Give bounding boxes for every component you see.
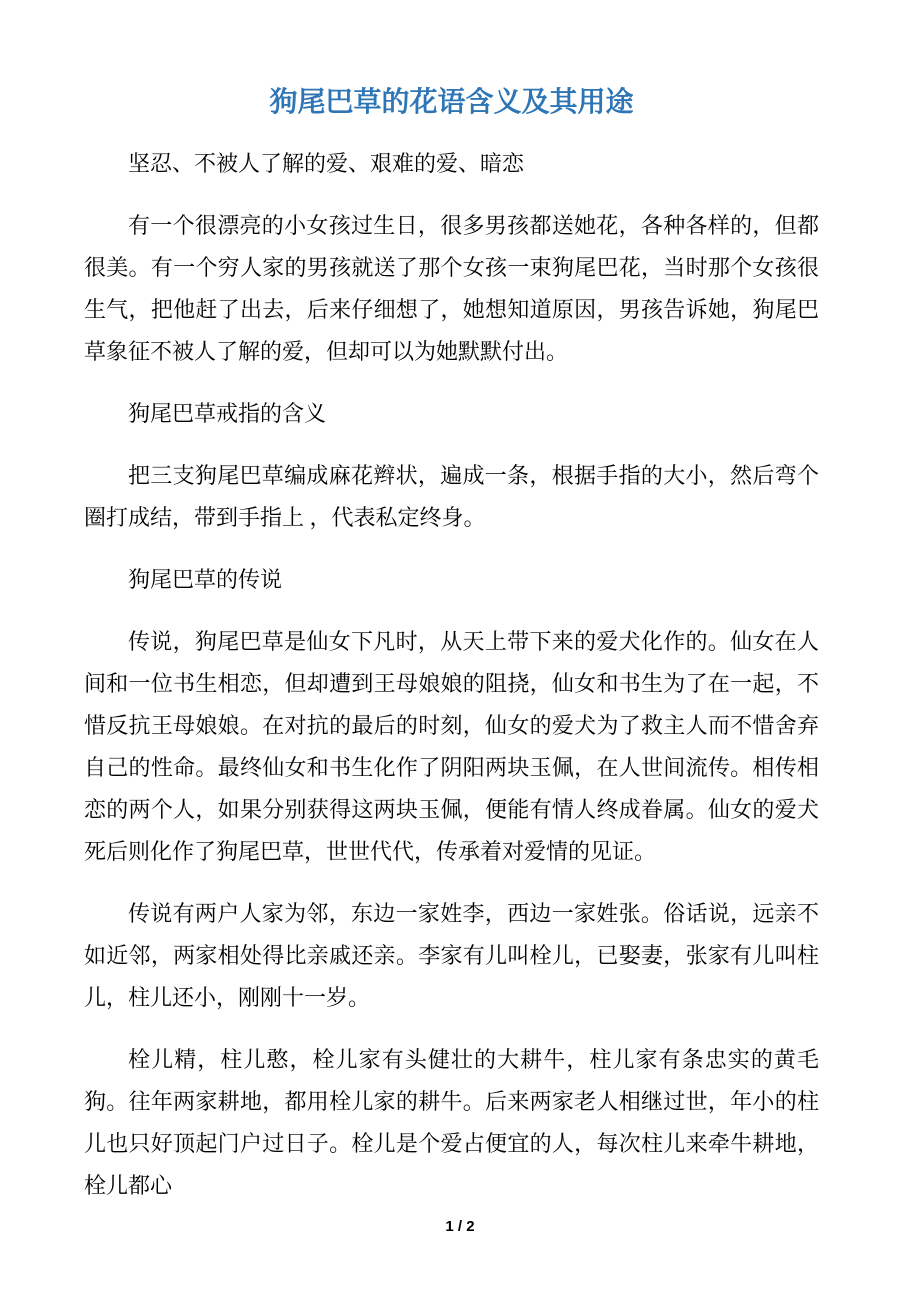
paragraph-birthday-story: 有一个很漂亮的小女孩过生日，很多男孩都送她花，各种各样的，但都很美。有一个穷人家的男孩就送了那个女孩一束狗尾巴花，当时那个女孩很生气，把他赶了出去，后来仔细想了，她想知道原因，男孩告诉她，狗尾巴草象征不被人了解的爱，但却可以为她默默付出。 xyxy=(84,213,819,364)
document-title: 狗尾巴草的花语含义及其用途 xyxy=(269,86,634,117)
paragraph-flower-language: 坚忍、不被人了解的爱、艰难的爱、暗恋 xyxy=(128,151,525,176)
document-body xyxy=(84,83,819,1207)
paragraph-legend-shuaner: 栓儿精，柱儿憨，栓儿家有头健壮的大耕牛，柱儿家有条忠实的黄毛狗。往年两家耕地，都用栓儿家的耕牛。后来两家老人相继过世，年小的柱儿也只好顶起门户过日子。栓儿是个爱占便宜的人，每次柱儿来牵牛耕地，栓儿都心 xyxy=(84,1047,819,1198)
paragraph-legend-fairy: 传说，狗尾巴草是仙女下凡时，从天上带下来的爱犬化作的。仙女在人间和一位书生相恋，但却遭到王母娘娘的阻挠，仙女和书生为了在一起，不惜反抗王母娘娘。在对抗的最后的时刻，仙女的爱犬为了救主人而不惜舍弃自己的性命。最终仙女和书生化作了阴阳两块玉佩，在人世间流传。相传相恋的两个人，如果分别获得这两块玉佩，便能有情人终成眷属。仙女的爱犬死后则化作了狗尾巴草，世世代代，传承着对爱情的见证。 xyxy=(84,629,819,864)
heading-ring-meaning: 狗尾巴草戒指的含义 xyxy=(128,401,327,426)
paragraph-ring-making: 把三支狗尾巴草编成麻花辫状，遍成一条，根据手指的大小，然后弯个圈打成结，带到手指上 ，代表私定终身。 xyxy=(84,463,819,530)
heading-legend: 狗尾巴草的传说 xyxy=(128,567,283,592)
paragraph-legend-neighbors: 传说有两户人家为邻，东边一家姓李，西边一家姓张。俗话说，远亲不如近邻，两家相处得比亲戚还亲。李家有儿叫栓儿，已娶妻，张家有儿叫柱儿，柱儿还小，刚刚十一岁。 xyxy=(84,901,819,1010)
page-number-indicator: 1 / 2 xyxy=(445,1218,475,1235)
